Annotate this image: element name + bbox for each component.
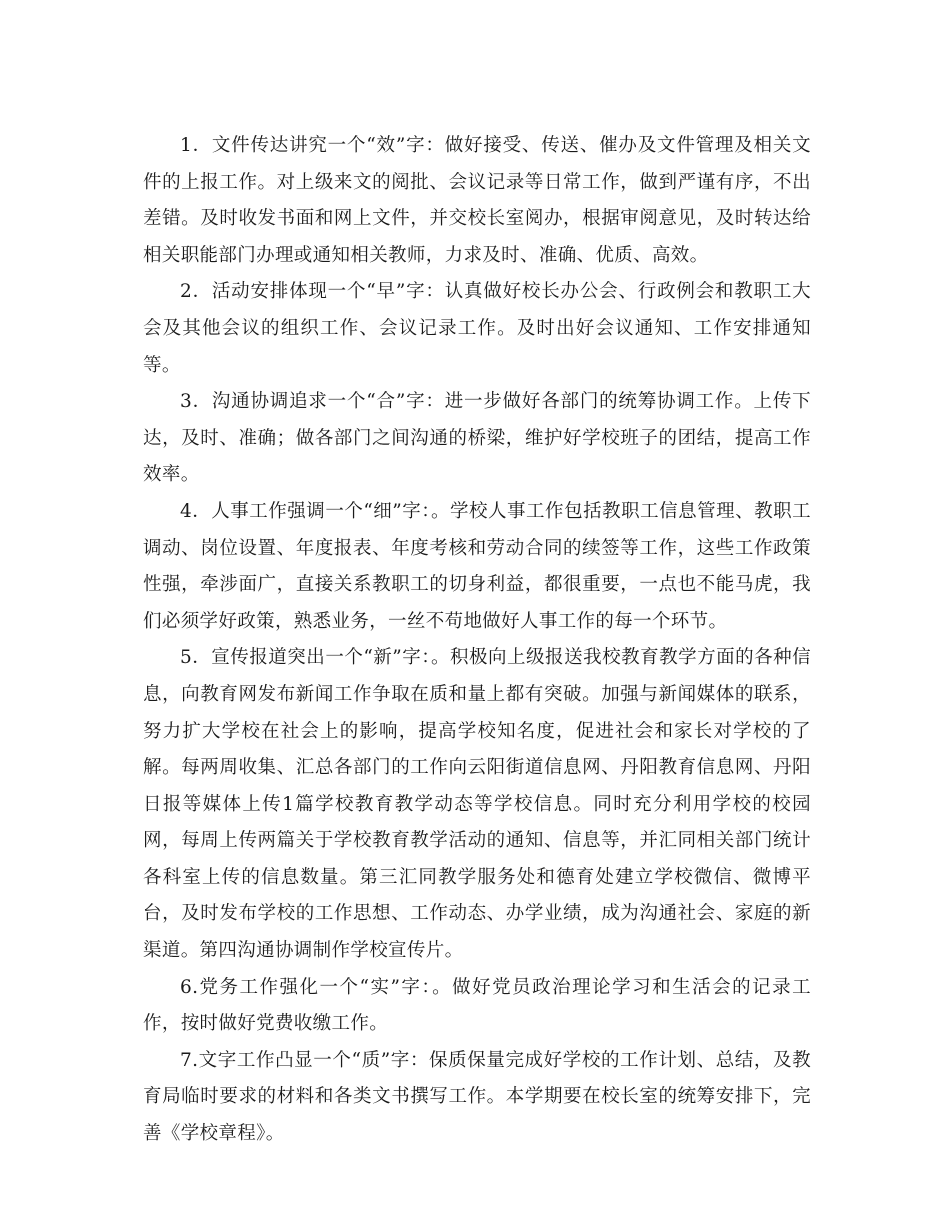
paragraph-2: 2．活动安排体现一个“早”字：认真做好校长办公会、行政例会和教职工大会及其他会议的组织工作、会议记录工作。及时出好会议通知、工作安排通知等。 [143,281,811,376]
paragraph-6: 6.党务工作强化一个“实”字：。做好党员政治理论学习和生活会的记录工作，按时做好党费收缴工作。 [143,976,811,1035]
paragraph-7: 7.文字工作凸显一个“质”字：保质保量完成好学校的工作计划、总结，及教育局临时要求的材料和各类文书撰写工作。本学期要在校长室的统筹安排下，完善《学校章程》。 [143,1049,811,1145]
document-body [143,128,811,1153]
paragraph-5: 5．宣传报道突出一个“新”字：。积极向上级报送我校教育教学方面的各种信息，向教育网发布新闻工作争取在质和量上都有突破。加强与新闻媒体的联系，努力扩大学校在社会上的影响，提高学校知名度，促进社会和家长对学校的了解。每两周收集、汇总各部门的工作向云阳街道信息网、丹阳教育信息网、丹阳日报等媒体上传1篇学校教育教学动态等学校信息。同时充分利用学校的校园网，每周上传两篇关于学校教育教学活动的通知、信息等，并汇同相关部门统计各科室上传的信息数量。第三汇同教学服务处和德育处建立学校微信、微博平台，及时发布学校的工作思想、工作动态、办学业绩，成为沟通社会、家庭的新渠道。第四沟通协调制作学校宣传片。 [143,647,811,962]
paragraph-3: 3．沟通协调追求一个“合”字：进一步做好各部门的统筹协调工作。上传下达，及时、准确；做各部门之间沟通的桥梁，维护好学校班子的团结，提高工作效率。 [143,391,811,486]
paragraph-1: 1．文件传达讲究一个“效”字：做好接受、传送、催办及文件管理及相关文件的上报工作。对上级来文的阅批、会议记录等日常工作，做到严谨有序，不出差错。及时收发书面和网上文件，并交校长室阅办，根据审阅意见，及时转达给相关职能部门办理或通知相关教师，力求及时、准确、优质、高效。 [143,135,811,266]
paragraph-4: 4．人事工作强调一个“细”字：。学校人事工作包括教职工信息管理、教职工调动、岗位设置、年度报表、年度考核和劳动合同的续签等工作，这些工作政策性强，牵涉面广，直接关系教职工的切身利益，都很重要，一点也不能马虎，我们必须学好政策，熟悉业务，一丝不苟地做好人事工作的每一个环节。 [143,500,811,632]
